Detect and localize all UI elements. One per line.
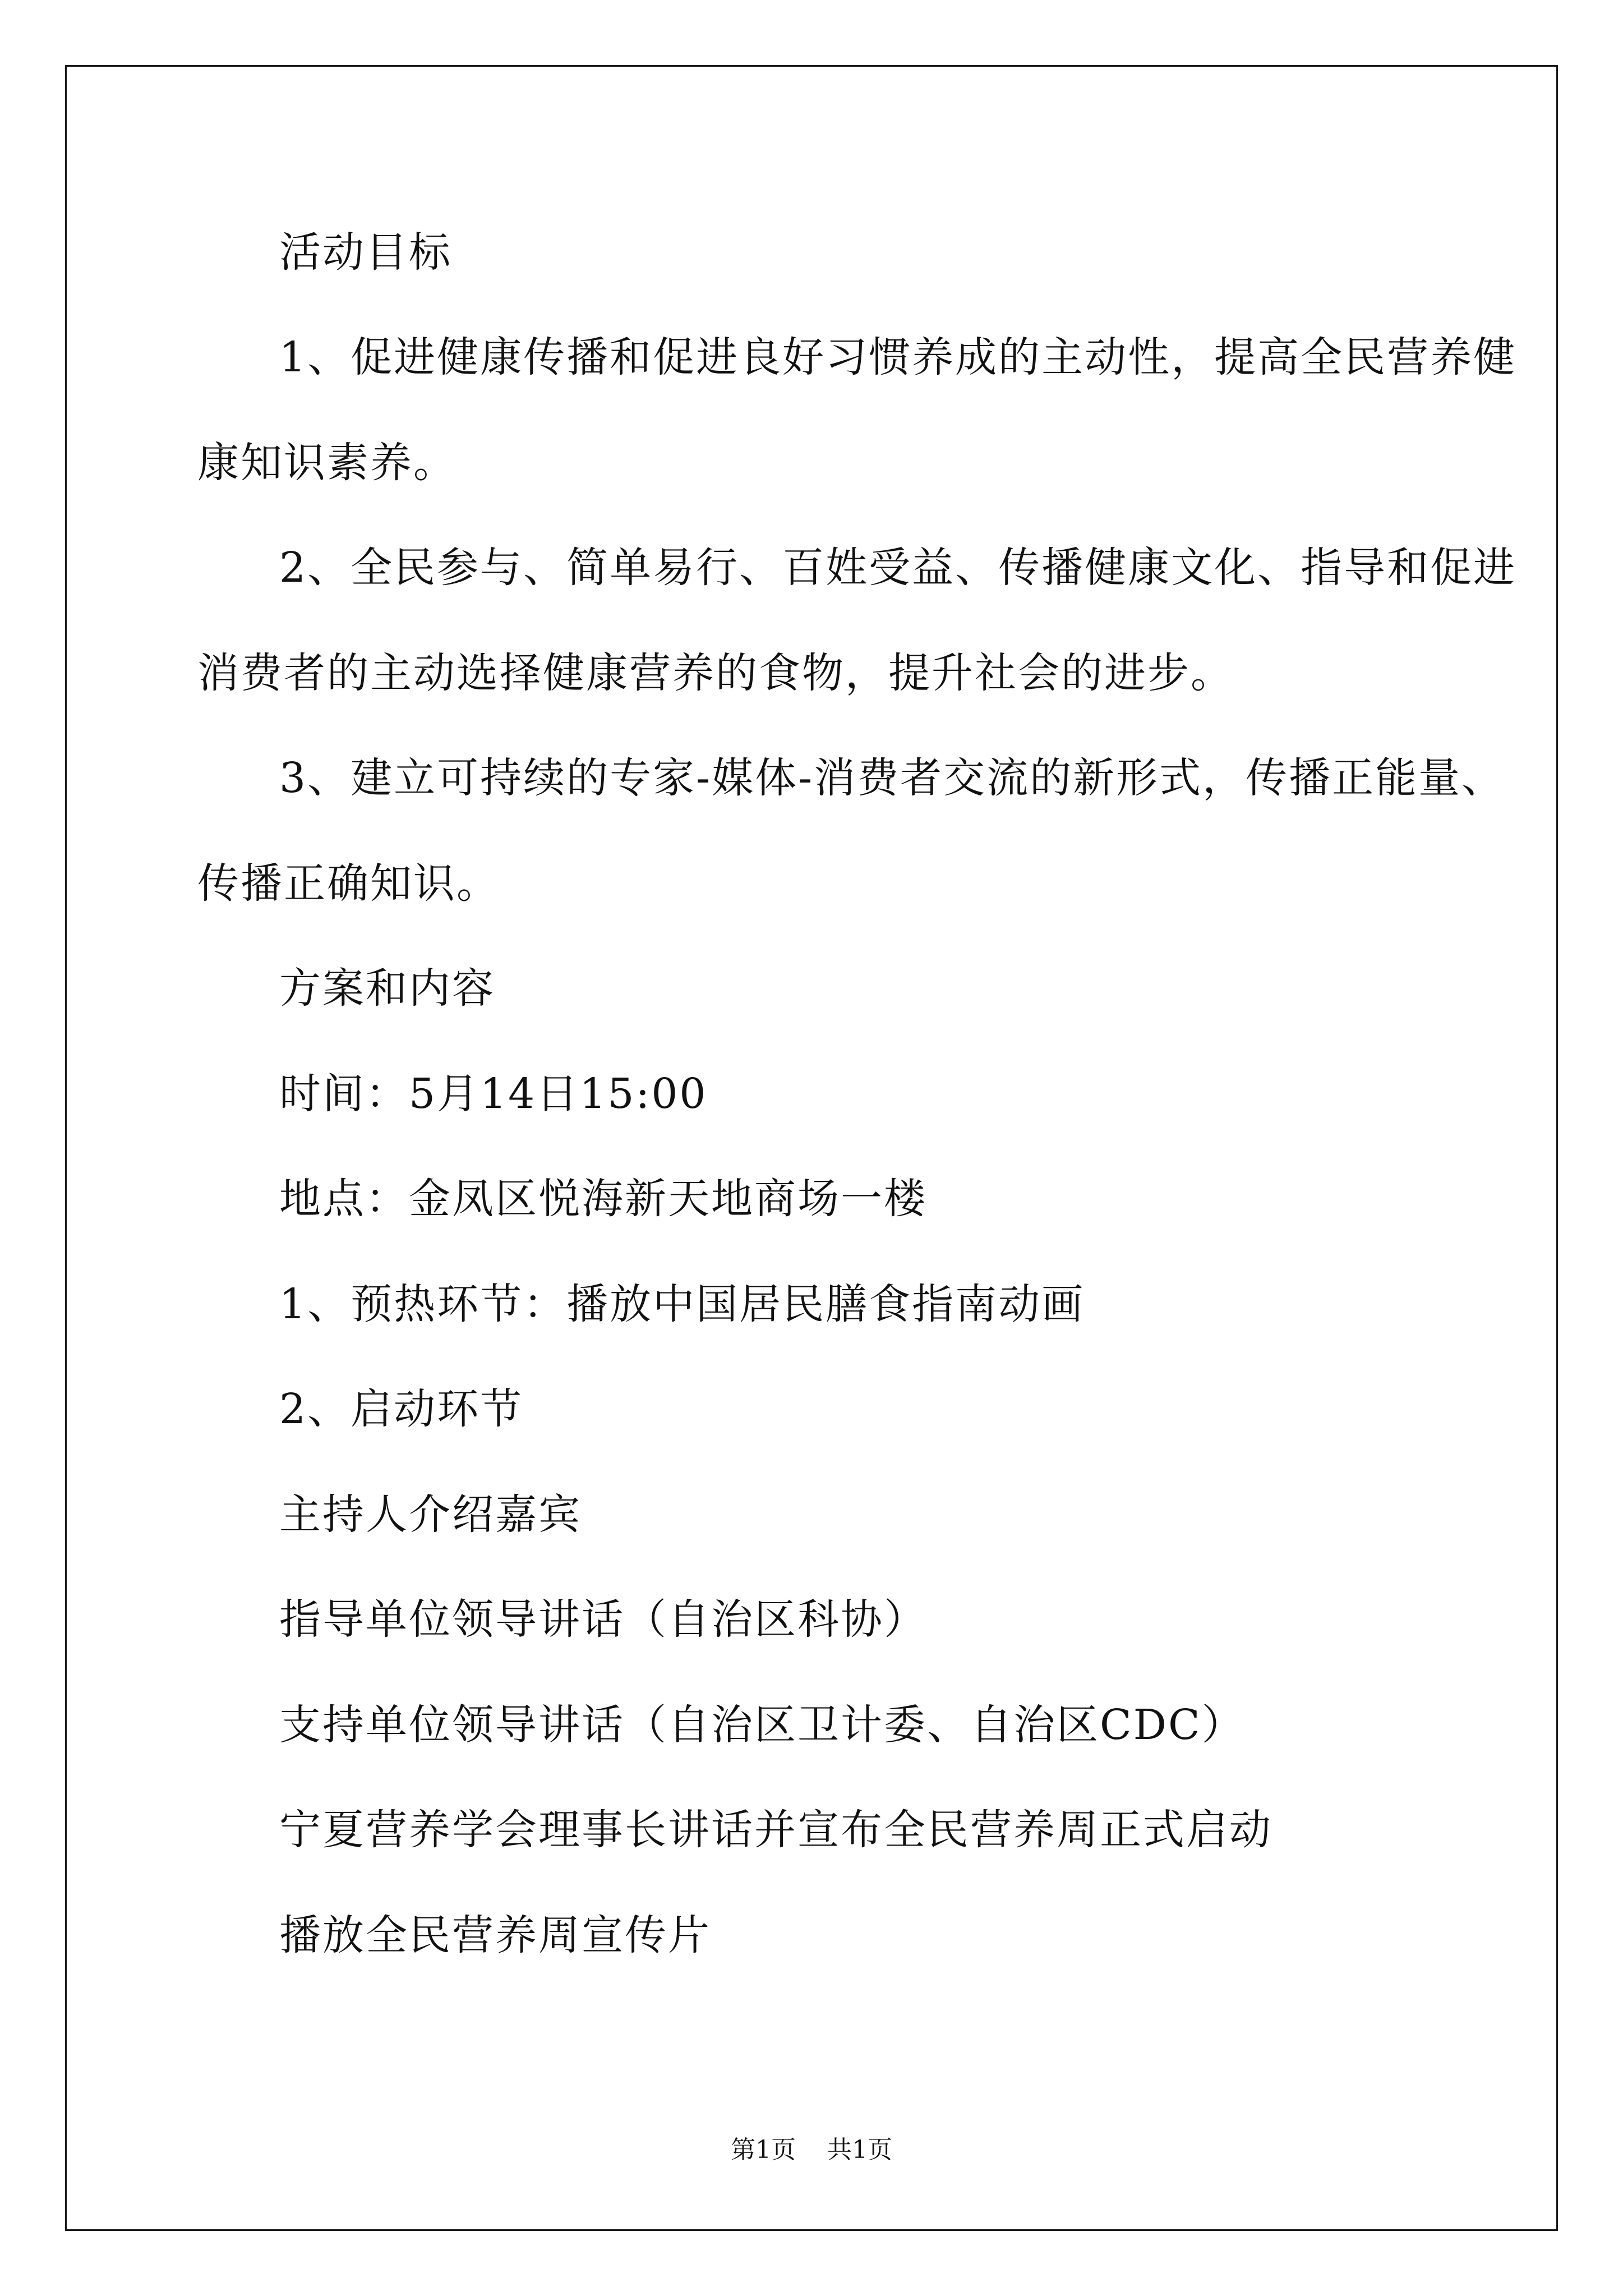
step-launch: 2、启动环节 xyxy=(279,1385,524,1433)
heading-activity-goals: 活动目标 xyxy=(279,228,452,277)
goal-1-line-2: 康知识素养。 xyxy=(197,439,457,487)
goal-1-line-1: 1、促进健康传播和促进良好习惯养成的主动性，提高全民营养健 xyxy=(279,333,1517,381)
step-warmup: 1、预热环节：播放中国居民膳食指南动画 xyxy=(279,1280,1085,1328)
goal-2-line-2: 消费者的主动选择健康营养的食物，提升社会的进步。 xyxy=(197,649,1234,697)
event-location: 地点：金凤区悦海新天地商场一楼 xyxy=(279,1175,927,1223)
page-border xyxy=(65,65,1558,2231)
goal-2-line-1: 2、全民参与、简单易行、百姓受益、传播健康文化、指导和促进 xyxy=(279,544,1517,592)
launch-item-guiding-unit: 指导单位领导讲话（自治区科协） xyxy=(279,1595,927,1644)
launch-item-chairman: 宁夏营养学会理事长讲话并宣布全民营养周正式启动 xyxy=(279,1806,1272,1854)
page-number: 第1页 xyxy=(731,2136,796,2164)
page-footer xyxy=(0,2136,1623,2164)
launch-item-host: 主持人介绍嘉宾 xyxy=(279,1490,582,1539)
heading-plan-content: 方案和内容 xyxy=(279,964,495,1013)
goal-3-line-1: 3、建立可持续的专家-媒体-消费者交流的新形式，传播正能量、 xyxy=(279,754,1505,802)
launch-item-video: 播放全民营养周宣传片 xyxy=(279,1911,711,1959)
goal-3-line-2: 传播正确知识。 xyxy=(197,859,500,908)
launch-item-supporting-unit: 支持单位领导讲话（自治区卫计委、自治区CDC） xyxy=(279,1701,1245,1749)
page-total: 共1页 xyxy=(827,2136,892,2164)
event-time: 时间：5月14日15:00 xyxy=(279,1070,708,1118)
